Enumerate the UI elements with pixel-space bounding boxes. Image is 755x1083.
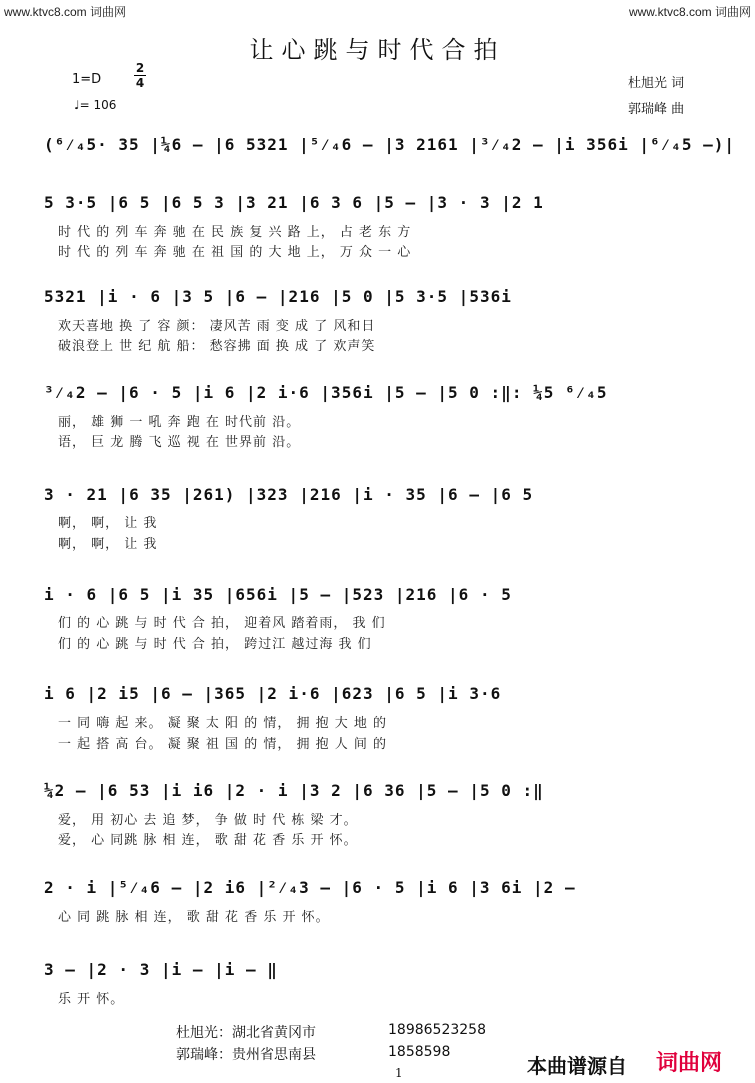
contact-composer-phone: 1858598 — [388, 1044, 451, 1060]
score-system-8-notes: ¼2 – |6 53 |i i6 |2 · i |3 2 |6 36 |5 – |5 0 :‖ — [44, 781, 544, 800]
source-label: 本曲谱源自 — [527, 1054, 627, 1078]
system-10-lyrics: 乐 开 怀。 — [58, 992, 125, 1007]
site-logo: 词曲网 — [656, 1051, 723, 1076]
system-2-lyrics-verse-1: 时 代 的 列 车 奔 驰 在 民 族 复 兴 路 上， 占 老 东 方 — [58, 225, 412, 240]
system-4-lyrics-verse-1: 丽， 雄 狮 一 吼 奔 跑 在 时代前 沿。 — [58, 415, 301, 430]
score-system-1-notes: (⁶⁄₄5· 35 |¼6 – |6 5321 |⁵⁄₄6 – |3 2161 |³⁄₄2 – |i 356i |⁶⁄₄5 –)| — [44, 135, 736, 154]
key-signature: 1=D — [72, 72, 102, 87]
score-system-7-notes: i 6 |2 i5 |6 – |365 |2 i·6 |623 |6 5 |i 3·6 — [44, 684, 502, 703]
system-5-lyrics-verse-2: 啊， 啊， 让 我 — [58, 537, 158, 552]
system-5-lyrics-verse-1: 啊， 啊， 让 我 — [58, 516, 158, 531]
contact-lyricist-phone: 18986523258 — [388, 1022, 486, 1038]
system-9-lyrics: 心 同 跳 脉 相 连， 歌 甜 花 香 乐 开 怀。 — [58, 910, 330, 925]
system-8-lyrics-verse-2: 爱， 心 同跳 脉 相 连， 歌 甜 花 香 乐 开 怀。 — [58, 833, 358, 848]
time-signature — [134, 62, 146, 89]
meter-top: 2 — [135, 61, 145, 75]
watermark-right: www.ktvc8.com 词曲网 — [628, 5, 751, 19]
score-system-6-notes: i · 6 |6 5 |i 35 |656i |5 – |523 |216 |6 · 5 — [44, 585, 512, 604]
system-8-lyrics-verse-1: 爱， 用 初心 去 追 梦， 争 做 时 代 栋 梁 才。 — [58, 813, 358, 828]
meter-bottom: 4 — [135, 76, 145, 90]
song-title: 让心跳与时代合拍 — [249, 36, 506, 64]
score-system-9-notes: 2 · i |⁵⁄₄6 – |2 i6 |²⁄₄3 – |6 · 5 |i 6 |3 6i |2 – — [44, 878, 576, 897]
score-system-4-notes: ³⁄₄2 – |6 · 5 |i 6 |2 i·6 |356i |5 – |5 0 :‖: ¼5 ⁶⁄₄5 — [44, 383, 608, 402]
page-number: 1 — [395, 1066, 403, 1080]
system-3-lyrics-verse-2: 破浪登上 世 纪 航 船： 愁容拂 面 换 成 了 欢声笑 — [58, 339, 376, 354]
lyricist-credit: 杜旭光 词 — [628, 76, 685, 91]
score-system-3-notes: 5321 |i · 6 |3 5 |6 – |216 |5 0 |5 3·5 |536i — [44, 287, 512, 306]
contact-lyricist: 杜旭光：湖北省黄冈市 — [176, 1025, 316, 1041]
system-7-lyrics-verse-2: 一 起 搭 高 台。 凝 聚 祖 国 的 情， 拥 抱 人 间 的 — [58, 737, 387, 752]
system-6-lyrics-verse-1: 们 的 心 跳 与 时 代 合 拍， 迎着风 踏着雨， 我 们 — [58, 616, 386, 631]
system-2-lyrics-verse-2: 时 代 的 列 车 奔 驰 在 祖 国 的 大 地 上， 万 众 一 心 — [58, 245, 412, 260]
watermark-left: www.ktvc8.com 词曲网 — [4, 5, 127, 19]
system-7-lyrics-verse-1: 一 同 嗨 起 来。 凝 聚 太 阳 的 情， 拥 抱 大 地 的 — [58, 716, 387, 731]
tempo-marking: ♩= 106 — [74, 98, 117, 112]
score-system-2-notes: 5 3·5 |6 5 |6 5 3 |3 21 |6 3 6 |5 – |3 · 3 |2 1 — [44, 193, 544, 212]
score-system-5-notes: 3 · 21 |6 35 |261) |323 |216 |i · 35 |6 – |6 5 — [44, 485, 534, 504]
composer-credit: 郭瑞峰 曲 — [628, 102, 685, 117]
system-3-lyrics-verse-1: 欢天喜地 换 了 容 颜： 凄风苦 雨 变 成 了 风和日 — [58, 319, 376, 334]
system-6-lyrics-verse-2: 们 的 心 跳 与 时 代 合 拍， 跨过江 越过海 我 们 — [58, 637, 372, 652]
contact-composer: 郭瑞峰：贵州省思南县 — [176, 1047, 316, 1063]
score-system-10-notes: 3 – |2 · 3 |i – |i – ‖ — [44, 960, 278, 979]
system-4-lyrics-verse-2: 语， 巨 龙 腾 飞 巡 视 在 世界前 沿。 — [58, 435, 301, 450]
